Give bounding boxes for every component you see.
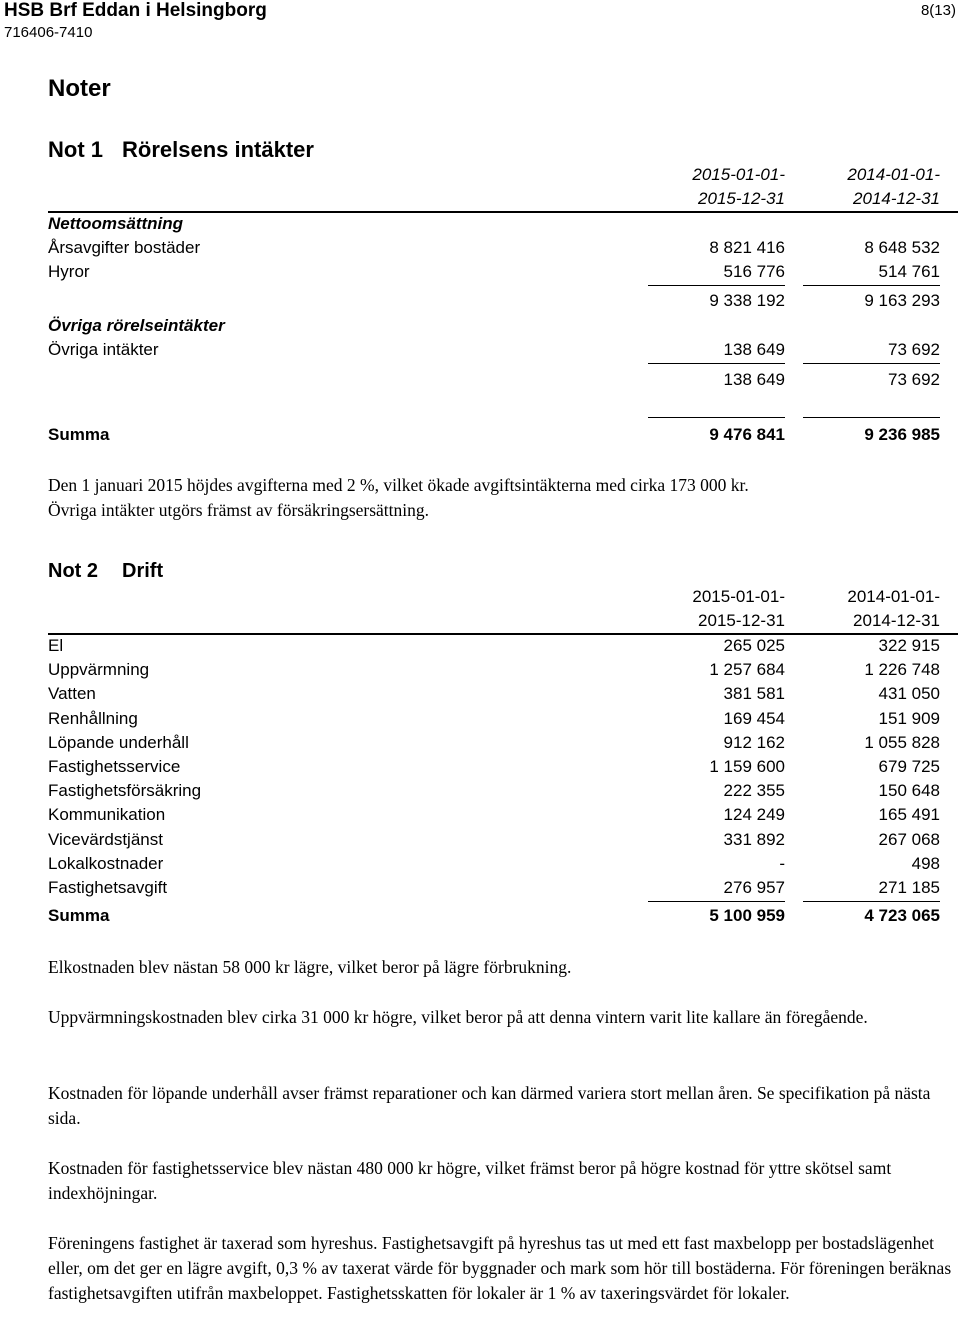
note1-row-2014: 73 692 [888, 340, 940, 359]
note2-period-2015-from: 2015-01-01- [692, 587, 785, 606]
note1-paragraph: Den 1 januari 2015 höjdes avgifterna med 2 %, vilket ökade avgiftsintäkterna med cirka 173 000 kr. [48, 475, 749, 495]
note1-total-label: Summa [48, 425, 110, 444]
note2-title: Drift [122, 560, 164, 582]
note2-paragraph: Elkostnaden blev nästan 58 000 kr lägre, vilket beror på lägre förbrukning. [48, 957, 572, 977]
note2-row-label: Vicevärdstjänst [48, 830, 163, 849]
note2-row-label: Fastighetsförsäkring [48, 781, 202, 800]
note1-row-2014: 514 761 [878, 262, 940, 281]
note1-total-2015: 9 476 841 [709, 425, 785, 444]
note1-row-label: Årsavgifter bostäder [48, 238, 201, 257]
note2-row-2015: 276 957 [723, 878, 785, 897]
note1-subtotal2-rule-2015 [648, 363, 785, 364]
note1-row-2015: 516 776 [723, 262, 785, 281]
note2-paragraph: Kostnaden för fastighetsservice blev nästan 480 000 kr högre, vilket främst beror på högre kostnad för yttre skötsel samt indexhöjningar. [48, 1158, 892, 1203]
note2-row-2015: 1 159 600 [709, 757, 785, 776]
note1-number: Not 1 [48, 137, 103, 162]
note1-row-2015: 138 649 [723, 340, 785, 359]
note2-paragraph: Uppvärmningskostnaden blev cirka 31 000 kr högre, vilket beror på att denna vintern varit lite kallare än föregående. [48, 1007, 868, 1027]
note2-heading [48, 560, 163, 583]
note2-row-2014: 271 185 [878, 878, 940, 897]
note1-subtotal1-2015: 9 338 192 [709, 291, 785, 310]
note2-total-2014: 4 723 065 [864, 906, 940, 925]
page-title: Noter [48, 75, 111, 102]
note2-total-rule-2015 [648, 901, 785, 902]
note1-subtotal1-rule-2015 [648, 285, 785, 286]
note2-paragraph: Föreningens fastighet är taxerad som hyreshus. Fastighetsavgift på hyreshus tas ut med ett fast maxbelopp per bostadslägenhet eller, om det ger en lägre avgift, 0,3 % av taxerat värde för byggnader och mark som hör till bostäderna. För föreningen beräknas fastighetsavgiften utifrån maxbeloppet. Fastighetsskatten för lokaler är 1 % av taxeringsvärdet för lokaler. [48, 1233, 952, 1303]
note2-row-2014: 150 648 [878, 781, 940, 800]
note2-row-2015: - [779, 854, 785, 873]
note1-subtotal1-2014: 9 163 293 [864, 291, 940, 310]
organization-name: HSB Brf Eddan i Helsingborg [4, 0, 267, 21]
note1-subtotal2-rule-2014 [803, 363, 940, 364]
note2-row-label: Kommunikation [48, 805, 166, 824]
note2-row-2015: 124 249 [723, 805, 785, 824]
note2-row-2014: 1 055 828 [864, 733, 940, 752]
note2-row-2014: 267 068 [878, 830, 940, 849]
note1-period-2014-to: 2014-12-31 [853, 189, 940, 208]
note2-row-2014: 1 226 748 [864, 660, 940, 679]
note1-total-2014: 9 236 985 [864, 425, 940, 444]
note2-row-label: Fastighetsavgift [48, 878, 168, 897]
note2-row-2015: 381 581 [723, 684, 785, 703]
note1-row-2014: 8 648 532 [864, 238, 940, 257]
note2-row-2015: 222 355 [723, 781, 785, 800]
note1-header-rule [48, 211, 958, 213]
note2-row-label: Uppvärmning [48, 660, 150, 679]
note1-heading [48, 137, 314, 163]
note2-row-label: Renhållning [48, 709, 138, 728]
note2-row-label: Vatten [48, 684, 96, 703]
note1-subtotal2-2014: 73 692 [888, 370, 940, 389]
note2-row-label: Lokalkostnader [48, 854, 164, 873]
note1-total-rule-2014 [803, 417, 940, 418]
note1-title: Rörelsens intäkter [122, 137, 314, 162]
note2-period-2014-from: 2014-01-01- [847, 587, 940, 606]
note1-section1-title: Nettoomsättning [48, 214, 184, 233]
note2-row-label: Löpande underhåll [48, 733, 189, 752]
note2-header-rule [48, 633, 958, 635]
note2-row-2014: 165 491 [878, 805, 940, 824]
note2-row-label: El [48, 636, 64, 655]
note1-period-2014-from: 2014-01-01- [847, 165, 940, 184]
note1-period-2015-to: 2015-12-31 [698, 189, 785, 208]
note2-row-label: Fastighetsservice [48, 757, 181, 776]
note1-period-2015-from: 2015-01-01- [692, 165, 785, 184]
note2-row-2014: 679 725 [878, 757, 940, 776]
note2-row-2015: 1 257 684 [709, 660, 785, 679]
note2-paragraph: Kostnaden för löpande underhåll avser främst reparationer och kan därmed variera stort mellan åren. Se specifikation på nästa sida. [48, 1083, 931, 1128]
note2-period-2015-to: 2015-12-31 [698, 611, 785, 630]
note1-paragraph: Övriga intäkter utgörs främst av försäkringsersättning. [48, 500, 430, 520]
note2-row-2014: 431 050 [878, 684, 940, 703]
note2-row-2015: 912 162 [723, 733, 785, 752]
note2-row-2014: 498 [911, 854, 940, 873]
note2-row-2015: 169 454 [723, 709, 785, 728]
note2-row-2014: 322 915 [878, 636, 940, 655]
note1-row-label: Övriga intäkter [48, 340, 159, 359]
note2-row-2014: 151 909 [878, 709, 940, 728]
note2-row-2015: 265 025 [723, 636, 785, 655]
note1-row-2015: 8 821 416 [709, 238, 785, 257]
note1-row-label: Hyror [48, 262, 90, 281]
note2-total-rule-2014 [803, 901, 940, 902]
note2-period-2014-to: 2014-12-31 [853, 611, 940, 630]
note2-number: Not 2 [48, 560, 98, 582]
note2-row-2015: 331 892 [723, 830, 785, 849]
note2-total-label: Summa [48, 906, 110, 925]
note1-subtotal2-2015: 138 649 [723, 370, 785, 389]
note1-subtotal1-rule-2014 [803, 285, 940, 286]
page-number: 8(13) [920, 2, 956, 19]
note2-total-2015: 5 100 959 [709, 906, 785, 925]
note1-section2-title: Övriga rörelseintäkter [48, 316, 225, 335]
note1-total-rule-2015 [648, 417, 785, 418]
organization-id: 716406-7410 [4, 24, 93, 41]
